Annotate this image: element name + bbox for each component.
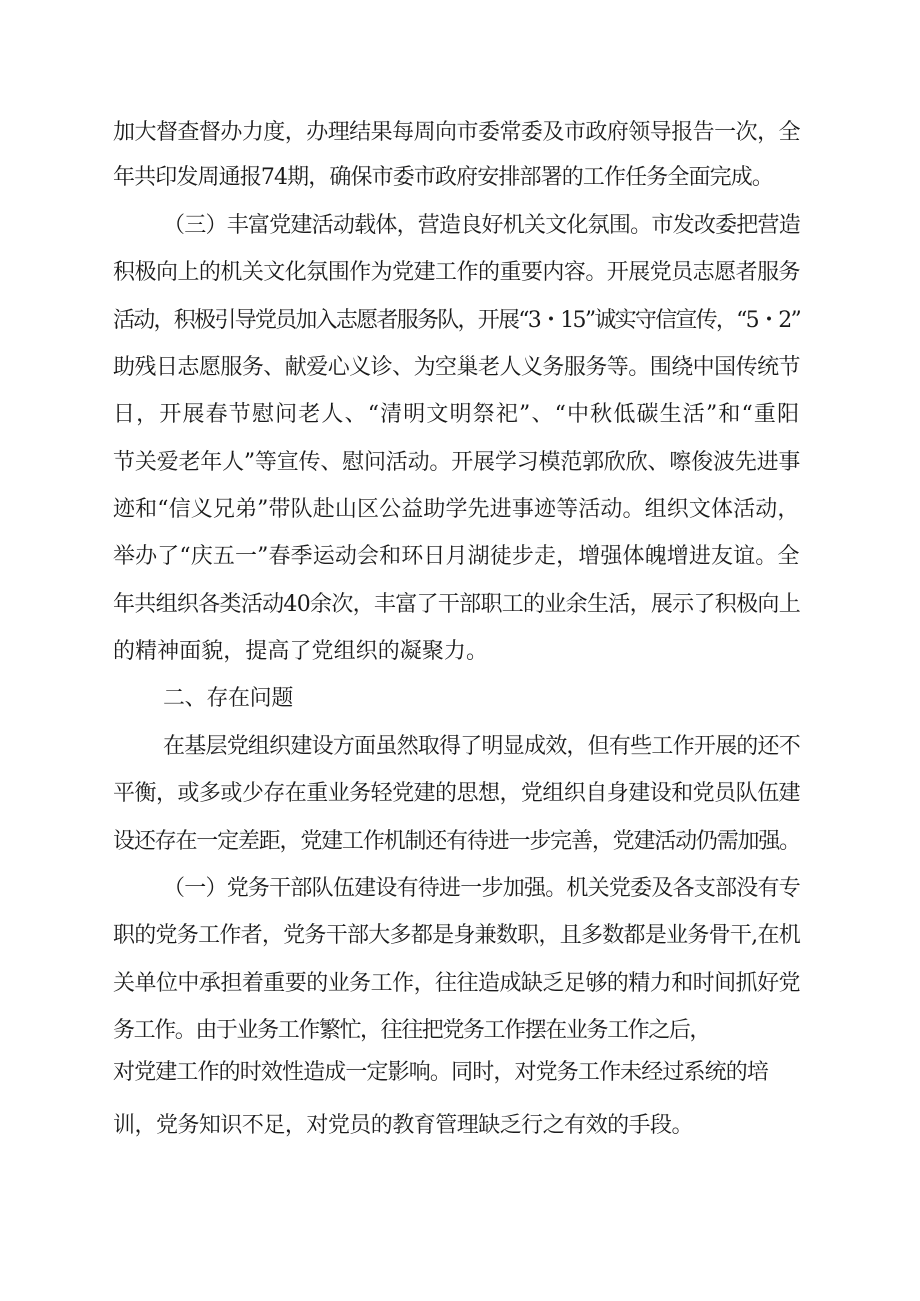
text-line: 的精神面貌，提高了党组织的凝聚力。 [113, 639, 489, 664]
text-line: 平衡，或多或少存在重业务轻党建的思想，党组织自身建设和党员队伍建 [113, 781, 801, 806]
text-line: 迹和“信义兄弟”带队赴山区公益助学先进事迹等活动。组织文体活动， [113, 497, 800, 522]
text-line: 务工作。由于业务工作繁忙，往往把党务工作摆在业务工作之后， [113, 1018, 711, 1043]
section-heading: 二、存在问题 [163, 686, 294, 711]
text-line: 加大督查督办力度，办理结果每周向市委常委及市政府领导报告一次，全 [113, 120, 801, 145]
text-line: 活动，积极引导党员加入志愿者服务队，开展“3・15”诚实守信宣传，“5・2” [113, 308, 800, 333]
text-line: 日，开展春节慰问老人、“清明文明祭祀”、“中秋低碳生活”和“重阳 [113, 402, 801, 427]
text-line: 年共组织各类活动40余次，丰富了干部职工的业余生活，展示了积极向上 [113, 592, 800, 617]
text-line: （一）党务干部队伍建设有待进一步加强。机关党委及各支部没有专 [163, 876, 801, 901]
text-line: 训，党务知识不足，对党员的教育管理缺乏行之有效的手段。 [113, 1113, 694, 1138]
text-line: 积极向上的机关文化氛围作为党建工作的重要内容。开展党员志愿者服务 [113, 260, 801, 285]
text-line: 助残日志愿服务、献爱心义诊、为空巢老人义务服务等。围绕中国传统节 [113, 355, 801, 380]
text-line: 举办了“庆五一”春季运动会和环日月湖徒步走，增强体魄增进友谊。全 [113, 544, 800, 569]
text-line: 职的党务工作者，党务干部大多都是身兼数职，且多数都是业务骨干,在机 [113, 923, 800, 948]
text-line: 关单位中承担着重要的业务工作，往往造成缺乏足够的精力和时间抓好党 [113, 971, 801, 996]
text-line: 对党建工作的时效性造成一定影响。同时，对党务工作未经过系统的培 [113, 1060, 769, 1085]
text-line: （三）丰富党建活动载体，营造良好机关文化氛围。市发改委把营造 [163, 213, 801, 238]
text-line: 年共印发周通报74期，确保市委市政府安排部署的工作任务全面完成。 [113, 165, 773, 190]
text-line: 在基层党组织建设方面虽然取得了明显成效，但有些工作开展的还不 [163, 734, 801, 759]
text-line: 设还存在一定差距，党建工作机制还有待进一步完善，党建活动仍需加强。 [113, 829, 801, 854]
text-line: 节关爱老年人”等宣传、慰问活动。开展学习模范郭欣欣、嚓俊波先进事 [113, 450, 801, 475]
